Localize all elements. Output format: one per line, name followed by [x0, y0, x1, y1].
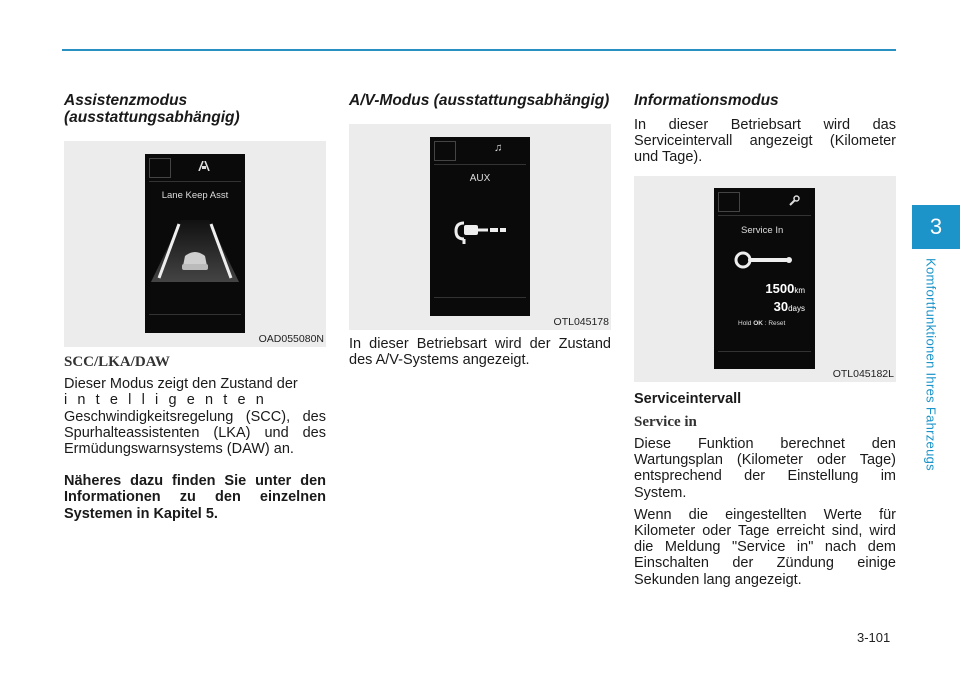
km-readout: [765, 281, 805, 296]
para-chapter-ref: Näheres dazu finden Sie unter den Informationen zu den einzelnen Systemen in Kapitel 5.: [64, 473, 326, 522]
lane-assist-icon: [197, 161, 211, 171]
hold-label: Hold: [738, 319, 752, 327]
figure-lane-keep: [64, 141, 326, 347]
para-service-calc: Diese Funktion berechnet den Wartungsplan (Kilometer oder Tage) entsprechend der Einstellung im System.: [634, 436, 896, 501]
figure-caption-service: OTL045182L: [832, 367, 894, 380]
cluster-screen: [145, 154, 245, 333]
figure-aux: [349, 124, 611, 330]
music-note-icon: ♫: [494, 142, 503, 154]
hold-reset-hint: [738, 320, 785, 327]
figure-caption-aux: OTL045178: [553, 316, 609, 328]
screen-title-service: Service In: [741, 224, 784, 236]
heading-assist-mode: Assistenzmodus (ausstattungsabhängig): [64, 92, 240, 126]
heading-av-mode: A/V-Modus (ausstattungsabhängig): [349, 92, 610, 109]
days-value: 30: [773, 298, 789, 314]
heading-info-mode: Informationsmodus: [634, 92, 779, 109]
column-av-mode: [349, 92, 611, 368]
subheading-scc: SCC/LKA/DAW: [64, 354, 170, 370]
top-rule: [62, 49, 896, 51]
road-car-icon: [151, 220, 239, 282]
para-service-message: Wenn die eingestellten Werte für Kilometer oder Tage erreicht sind, wird die Meldung "Service in" nach dem Einschalten der Zündung einige Sekunden lang angezeigt.: [634, 506, 896, 588]
para-info-intro: In dieser Betriebsart wird das Serviceintervall angezeigt (Kilometer und Tage).: [634, 117, 896, 166]
days-readout: [774, 299, 805, 314]
km-unit: km: [794, 285, 805, 295]
chapter-title: [916, 258, 946, 498]
ok-label: OK: [753, 319, 763, 327]
reset-label: : Reset: [764, 319, 786, 327]
figure-caption: OAD055080N: [258, 333, 324, 345]
subheading-service-in: Service in: [634, 413, 697, 430]
page-number: 3-101: [857, 630, 891, 645]
para-scc-line2: intelligenten: [64, 392, 274, 409]
chapter-tab: 3: [912, 205, 960, 249]
screen-label-aux: AUX: [469, 173, 491, 184]
wrench-icon: [788, 195, 800, 207]
cluster-screen-service: [714, 188, 815, 369]
days-unit: days: [788, 303, 805, 313]
chapter-title-text: Komfortfunktionen Ihres Fahrzeugs: [923, 258, 939, 471]
figure-service: [634, 176, 896, 382]
subheading-service-interval: Serviceintervall: [634, 390, 742, 407]
column-info-mode: [634, 92, 896, 588]
cluster-screen-aux: [430, 137, 530, 316]
para-scc-line1: Dieser Modus zeigt den Zustand der: [64, 376, 298, 393]
para-av: In dieser Betriebsart wird der Zustand des A/V-Systems angezeigt.: [349, 336, 611, 369]
service-wrench-icon: [734, 251, 794, 269]
km-value: 1500: [765, 280, 795, 296]
para-scc-rest: Geschwindigkeitsregelung (SCC), des Spurhalteassistenten (LKA) und des Ermüdungswarnsystems (DAW) an.: [64, 408, 326, 458]
column-assist-mode: [64, 92, 326, 522]
aux-plug-icon: [454, 215, 508, 245]
screen-label-lane-keep: Lane Keep Asst: [161, 190, 229, 201]
